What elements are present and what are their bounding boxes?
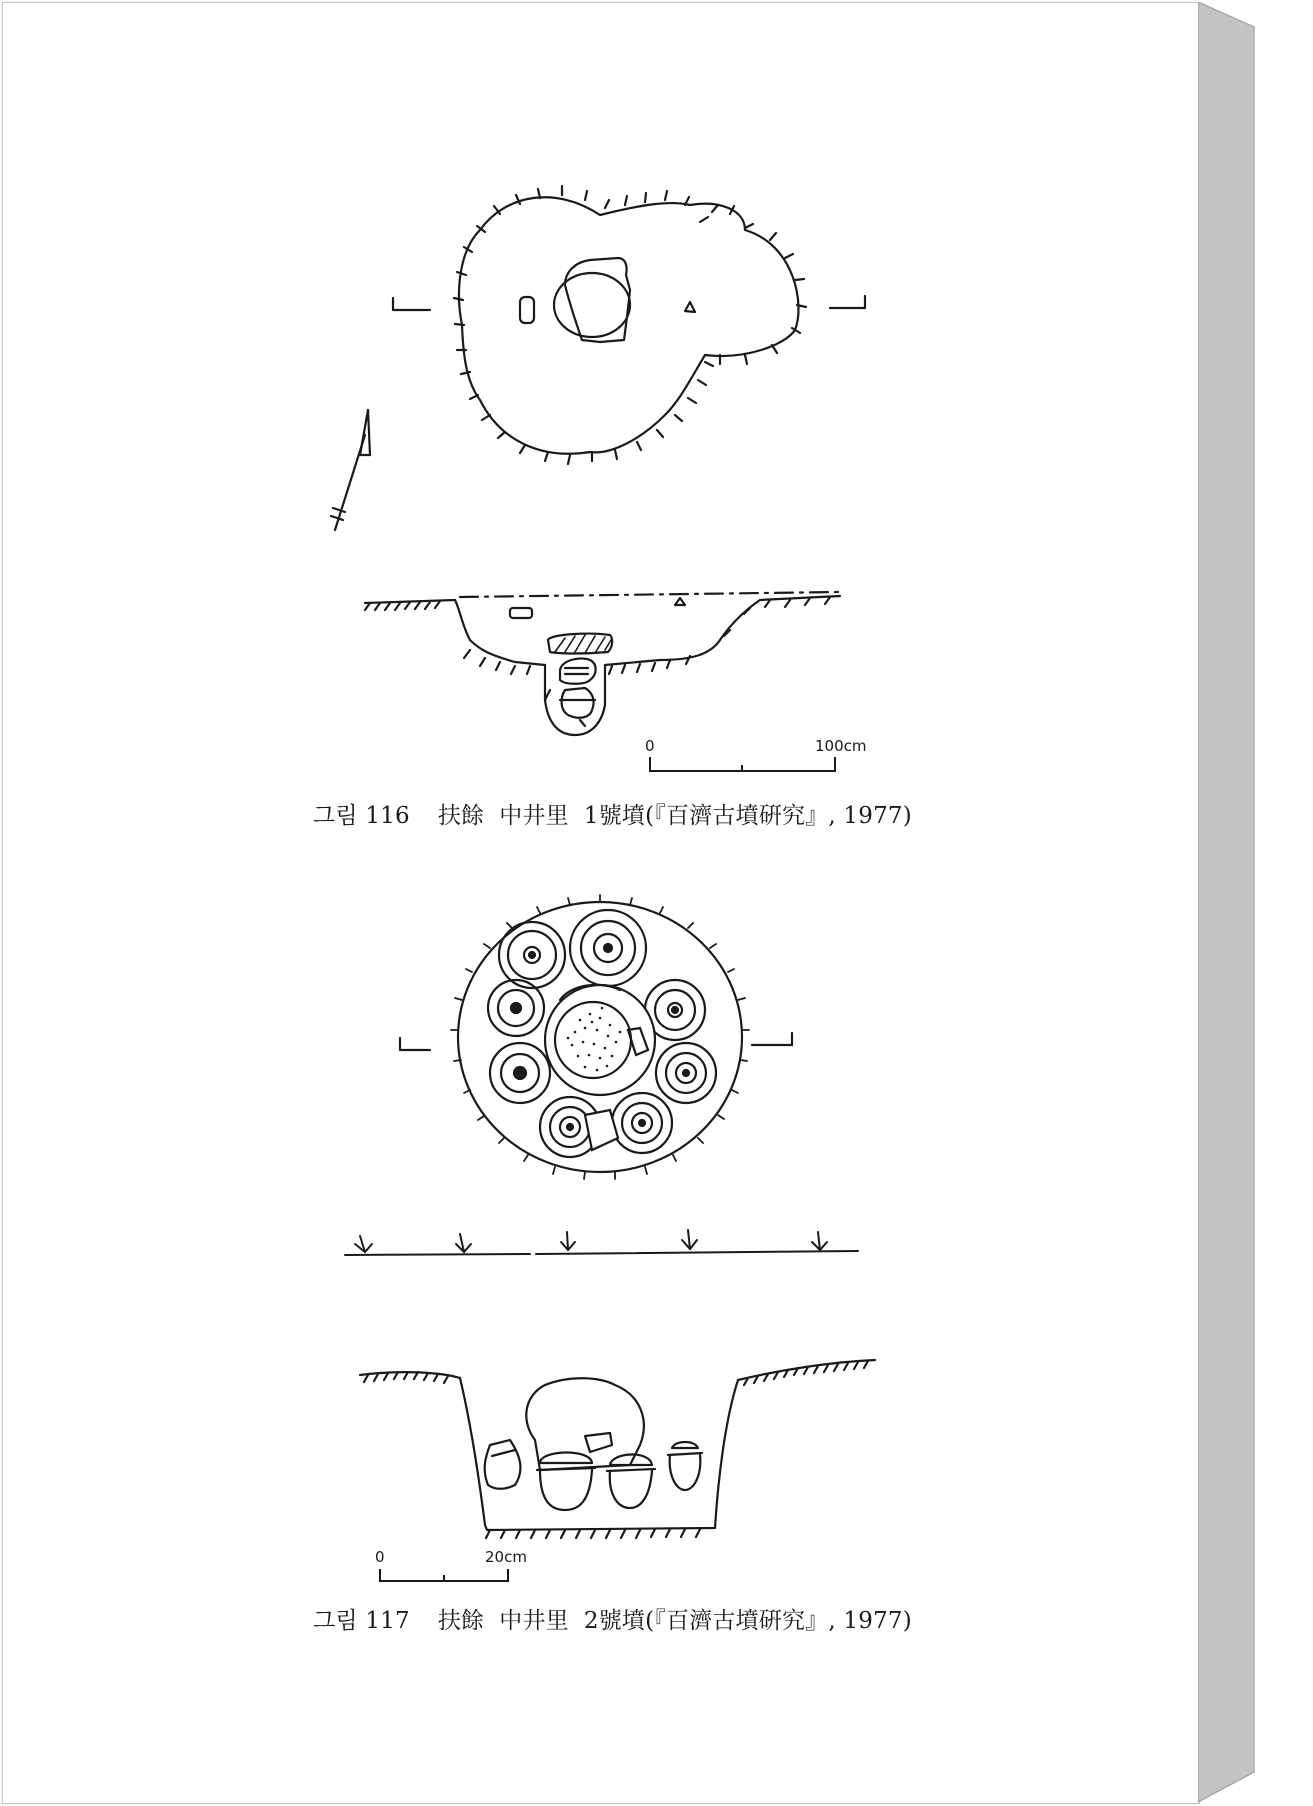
figure-116-section-drawing xyxy=(350,580,850,740)
figure-116-caption xyxy=(313,797,912,830)
figure-117-scale-bar xyxy=(375,1567,515,1587)
figure-117-plan-drawing xyxy=(380,880,820,1200)
figure-117-section-drawing xyxy=(350,1350,890,1550)
figure-117-scale-start: 0 xyxy=(375,1548,385,1566)
figure-117-label: 그림 117 xyxy=(313,1608,410,1634)
figure-117-caption xyxy=(313,1602,912,1635)
figure-116-scale-end: 100cm xyxy=(815,737,867,755)
figure-116-title: 扶餘 中井里 1號墳(『百濟古墳硏究』, 1977) xyxy=(437,803,912,829)
figure-117-ground-line xyxy=(340,1225,860,1260)
figure-117-title: 扶餘 中井里 2號墳(『百濟古墳硏究』, 1977) xyxy=(437,1608,912,1634)
figure-116-plan-drawing xyxy=(320,160,880,560)
figure-116-scale-start: 0 xyxy=(645,737,655,755)
figure-116-scale-bar xyxy=(645,755,845,777)
figure-117-scale-end: 20cm xyxy=(485,1548,527,1566)
figure-116-label: 그림 116 xyxy=(313,803,410,829)
